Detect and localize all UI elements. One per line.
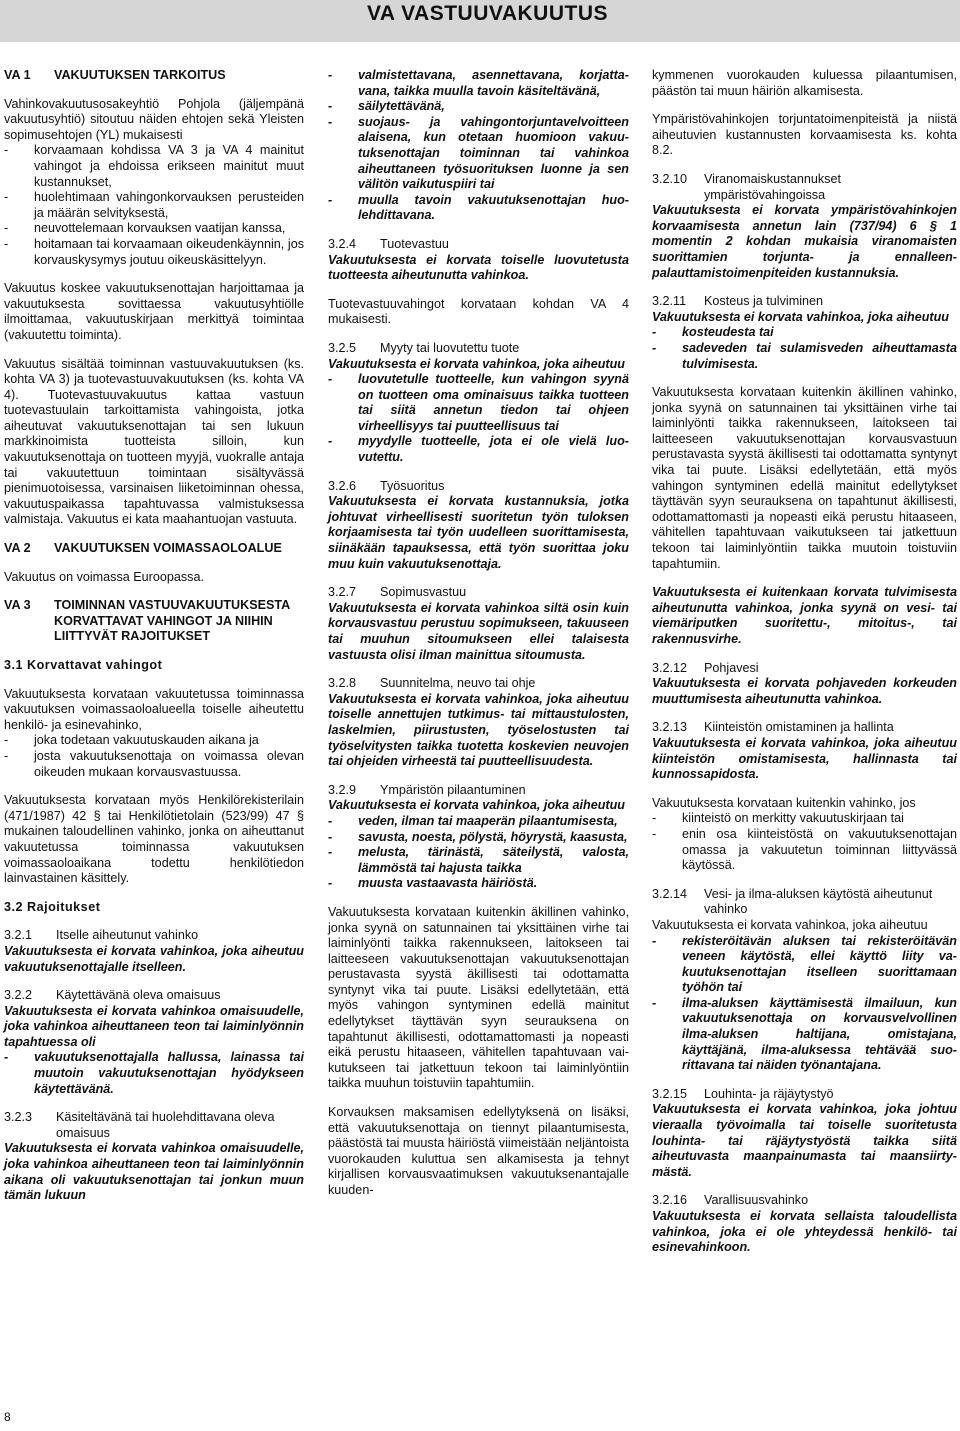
- clause-heading: 3.2.11 Kosteus ja tulviminen: [652, 294, 824, 309]
- paragraph-bold: Vakuutuksesta ei kuitenkaan korvata tulvimisesta aiheutunutta vahinkoa, jonka syynä on vesi- tai viemäriputken suoritettu-, mitoitus-, tai rakennusvirhe.: [652, 585, 957, 646]
- list-item: - vakuutuksenottajalla hallussa, lainassa tai muutoin vakuutuksenottajan hyödykseen käytettävänä.: [4, 1050, 304, 1096]
- paragraph: Vakuutus koskee vakuutuksenottajan harjoittamaa ja vakuutuksesta sovittaessa vakuutusyhtiölle ilmoittamaa, vakuutuskirjaan merkittyä toimintaa (vakuutettu toiminta).: [4, 281, 304, 342]
- list-item: - valmistettavana, asennettavana, korjattavana, taikka muulla tavoin käsiteltävänä,: [328, 68, 629, 98]
- clause-heading: 3.2.12 Pohjavesi: [652, 660, 759, 675]
- clause-heading: 3.2.2 Käytettävänä oleva omaisuus: [4, 988, 221, 1003]
- dash-list: [652, 934, 957, 1074]
- subsection-heading: 3.1 Korvattavat vahingot: [4, 658, 163, 672]
- clause-heading: 3.2.14 Vesi- ja ilma-aluksen käytöstä aiheutunut vahinko: [652, 886, 933, 917]
- column-3: [652, 68, 957, 1269]
- paragraph-bold: Vakuutuksesta ei korvata vahinkoa siltä osin kuin korvausvastuu perustuu sopimukseen, takuuseen tai muuhun sitoumukseen ellei talaisesta vastuusta olisi ilman mainittua sitoumusta.: [328, 600, 629, 662]
- clause-heading: 3.2.10 Viranomaiskustannukset ympäristövahingoissa: [652, 171, 841, 202]
- list-item: - neuvottelemaan korvauksen vaatijan kanssa,: [4, 221, 286, 236]
- section-heading-va3: [4, 598, 304, 645]
- clause-heading: 3.2.13 Kiinteistön omistaminen ja hallinta: [652, 720, 894, 735]
- list-item: - rekisteröitävän aluksen tai rekisteröitävän veneen käytöstä, ellei käyttö liity vakuutuksenottajan itselleen suorittamaan työhön tai: [652, 933, 957, 995]
- section-number: VA 3: [4, 598, 31, 613]
- paragraph: Vakuutuksesta korvataan myös Henkilörekisterilain (471/1987) 42 § tai Henkilötietolain (523/99) 47 § mukainen taloudellinen vahinko, jonka on aiheuttanut vakuutetussa toiminnassa vakuutuksen voimassaoloaikana todettu henkilötiedon lainvastainen käsittely.: [4, 793, 304, 886]
- paragraph: Korvauksen maksamisen edellytyksenä on lisäksi, että vakuutuksenottaja on tiennyt pilaantumisesta, päästöstä tai muusta häiriöstä viimeistään neljäntoista vuorokauden kuluttua sen alkamisesta ja tehnyt kirjallisen korvausvaatimuksen vakuutuksenantajalle kuuden-: [328, 1105, 630, 1197]
- dash-list: [4, 1050, 304, 1097]
- list-item: - säilytettävänä,: [328, 99, 445, 114]
- list-item: - kosteudesta tai: [652, 325, 774, 340]
- list-item: - muusta vastaavasta häiriöstä.: [328, 876, 538, 891]
- list-item: - melusta, tärinästä, säteilystä, valosta, lämmöstä tai hajusta taikka: [328, 845, 629, 875]
- dash-list: [328, 814, 629, 892]
- clause-heading: 3.2.4 Tuotevastuu: [328, 236, 449, 251]
- section-number: VA 1: [4, 68, 31, 82]
- list-item: - myydylle tuotteelle, jota ei ole vielä luovutettu.: [328, 434, 629, 465]
- clause-heading: 3.2.5 Myyty tai luovutettu tuote: [328, 340, 520, 355]
- paragraph-bold: Vakuutuksesta ei korvata vahinkoa, joka aiheutuu: [328, 798, 625, 813]
- clause-heading: 3.2.16 Varallisuusvahinko: [652, 1193, 809, 1208]
- paragraph: Vakuutus sisältää toiminnan vastuuvakuutuksen (ks. kohta VA 3) ja tuotevastuuvakuutuksen (ks. kohta VA 4). Tuotevastuuvakuutus kattaa vastuun tuotevastuulain tarkoittamista vahingoista, jotka aiheutuvat vakuutuksenottajan tai sen lukuun markkinoimista tuotteista silloin, kun vakuutuksenottaja on tuotteen myyjä, vuokralle antaja tai vakuutettuun toimintaan sisältyvässä pienimuotoisessa, varsinaisen liiketoiminnan ohessa, vakuutuspaikassa tapahtuvassa valmistuksessa valmistaja. Vakuutus ei kata maahantuojan vastuuta.: [4, 356, 304, 527]
- section-title: TOIMINNAN VASTUUVAKUUTUKSESTA KORVATTAVAT VAHINGOT JA NIIHIN LIITTYVÄT RAJOITUKSET: [54, 598, 290, 644]
- section-heading-va2: [4, 541, 304, 557]
- list-item: - kiinteistö on merkitty vakuutuskirjaan tai: [652, 811, 904, 826]
- section-title: VAKUUTUKSEN VOIMASSAOLOALUE: [54, 541, 282, 556]
- paragraph: Tuotevastuuvahingot korvataan kohdan VA 4 mukaisesti.: [328, 296, 629, 327]
- dash-list: [652, 811, 957, 873]
- clause-heading: 3.2.9 Ympäristön pilaantuminen: [328, 782, 526, 797]
- column-2: [328, 68, 629, 1212]
- list-item: - veden, ilman tai maaperän pilaantumisesta,: [328, 813, 618, 828]
- paragraph-bold: Vakuutuksesta ei korvata vahinkoa omaisuudelle, joka vahinkoa aiheuttaneen teon tai laiminlyönnin tapahtuessa oli: [4, 1003, 304, 1049]
- header-bar: [0, 0, 960, 42]
- dash-list: [4, 733, 304, 780]
- paragraph-bold: Vakuutuksesta ei korvata vahinkoa, joka johtuu vieraalla työvoimalla tai toiselle suoritetusta louhinta- tai räjäytystyöstä taikka siitä aiheutuvasta maanpainumasta tai maansiirtymästä.: [652, 1102, 957, 1179]
- section-number: VA 2: [4, 541, 31, 556]
- clause-heading: 3.2.6 Työsuoritus: [328, 478, 445, 493]
- section-heading-va1: [4, 68, 304, 84]
- paragraph-bold: Vakuutuksesta ei korvata vahinkoa omaisuudelle, joka vahinkoa aiheuttaneen teon tai laiminlyönnin aikana oli vakuutuksenottajan tai jonkun muun tämän lukuun: [4, 1141, 304, 1203]
- paragraph: Vahinkovakuutusosakeyhtiö Pohjola (jäljempänä vakuutusyhtiö) sitoutuu näiden ehtojen sekä Yleisten sopimusehtojen (YL) mukaisesti: [4, 96, 304, 142]
- paragraph-bold: Vakuutuksesta ei korvata vahinkoa, joka aiheutuu toiselle annettujen tutkimus- tai mittaustulosten, laskelmien, piirustusten, työselostusten tai työselvitysten taikka tuotetta koskevien neuvojen tai ohjeiden virheestä tai puutteellisuudesta.: [328, 691, 629, 769]
- paragraph-bold: Vakuutuksesta ei korvata vahinkoa, joka aiheutuu vakuutuksenottajalle itselleen.: [4, 943, 304, 974]
- section-title: VAKUUTUKSEN TARKOITUS: [54, 68, 226, 82]
- dash-list: [652, 325, 957, 372]
- list-item: - josta vakuutuksenottaja on voimassa olevan oikeuden mukaan korvausvastuussa.: [4, 748, 304, 779]
- paragraph: kymmenen vuorokauden kuluessa pilaantumisen, päästön tai muun häiriön alkamisesta.: [652, 68, 957, 98]
- paragraph: Vakuutuksesta korvataan kuitenkin äkillinen vahinko, jonka syynä on satunnainen tai yksittäinen virhe tai laiminlyönti taikka rakennukseen, laitokseen tai laitteeseen vakuutuksenottajan vakuutuksenottajan perustavasta syystä äkillisesti tai odottamatta syntynyt vika tai puute. Lisäksi edellytetään, että myös vahingon syntyminen edellä mainitut edellytykset täyttävän syyn seurauksena on tapahtunut äkillisesti, odottamattomasti ja nopeasti eikä perustu hitaaseen, vähitellen tapahtuvaan vaikutukseen tai jatkettuun tekoon tai laiminlyöntiin taikka muuhun toistuviin tapahtumiin.: [328, 904, 629, 1091]
- subsection-heading: 3.2 Rajoitukset: [4, 899, 101, 914]
- clause-heading: 3.2.7 Sopimusvastuu: [328, 585, 467, 600]
- paragraph: Vakuutuksesta korvataan vakuutetussa toiminnassa vakuutuksen voimassaoloalueella toiselle aiheutettu henkilö- ja esinevahinko,: [4, 686, 304, 732]
- page-title: VA VASTUUVAKUUTUS: [366, 2, 608, 25]
- list-item: - korvaamaan kohdissa VA 3 ja VA 4 mainitut vahingot ja ehdoissa erikseen mainitut muut kustannukset,: [4, 143, 304, 189]
- clause-heading: 3.2.3 Käsiteltävänä tai huolehdittavana oleva omaisuus: [4, 1110, 275, 1140]
- dash-list: [328, 68, 629, 224]
- column-1: [4, 68, 304, 1204]
- list-item: - hoitamaan tai korvaamaan oikeudenkäynnin, jos korvauskysymys joutuu oikeuskäsittelyyn.: [4, 236, 304, 267]
- clause-heading: 3.2.8 Suunnitelma, neuvo tai ohje: [328, 676, 536, 691]
- list-item: - savusta, noesta, pölystä, höyrystä, kaasusta,: [328, 829, 628, 844]
- list-item: - huolehtimaan vahingonkorvauksen perusteiden ja määrän selvityksestä,: [4, 190, 304, 220]
- paragraph-bold: Vakuutuksesta ei korvata vahinkoa, joka aiheutuu: [328, 356, 625, 371]
- list-item: - luovutetulle tuotteelle, kun vahingon syynä on tuotteen oma ominaisuus taikka tuotteen tai siitä annetun tiedon tai ohjeen virheellisyys tai puutteellisuus tai: [328, 372, 629, 433]
- clause-heading: 3.2.15 Louhinta- ja räjäytystyö: [652, 1086, 834, 1101]
- paragraph: Vakuutuksesta ei korvata vahinkoa, joka aiheutuu: [652, 917, 928, 932]
- paragraph-bold: Vakuutuksesta ei korvata ympäristövahinkojen korvaamisesta annetun lain (737/94) 6 § 1 momentin 2 kohdan mukaisia viranomaisten suorittamien torjunta- ja ennalleenpalauttamistoimenpiteiden kustannuksia.: [652, 203, 957, 280]
- paragraph: Vakuutuksesta korvataan kuitenkin äkillinen vahinko, jonka syynä on satunnainen tai yksittäinen virhe tai laiminlyönti taikka rakennukseen, laitokseen tai laitteeseen vakuutuksenottajan korvausvastuun perustavasta syystä äkillisesti tai odottamatta syntynyt vika tai puute. Lisäksi edellytetään, että myös vahingon syntyminen edellä mainitut edellytykset täyttävän syyn seurauksena on tapahtunut äkillisesti, odottamattomasti ja nopeasti eikä perustu hitaaseen, vähitellen tapahtuvaan vaikutukseen tai jatkettuun tekoon tai laiminlyöntiin taikka muutoin toistuviin tapahtumiin.: [652, 385, 957, 571]
- list-item: - muulla tavoin vakuutuksenottajan huolehdittavana.: [328, 192, 629, 223]
- paragraph-bold: Vakuutuksesta ei korvata toiselle luovutetusta tuotteesta aiheutunutta vahinkoa.: [328, 252, 629, 283]
- paragraph-bold: Vakuutuksesta ei korvata kustannuksia, jotka johtuvat virheellisesti suoritetun työn tuloksen korjaamisesta tai työn uudelleen suorittamisesta, siinäkään tapauksessa, että työn suorittaa joku muu kuin vakuutuksenottaja.: [328, 494, 629, 571]
- paragraph-bold: Vakuutuksesta ei korvata vahinkoa, joka aiheutuu kiinteistön omistamisesta, hallinnasta tai kunnossapidosta.: [652, 735, 957, 782]
- dash-list: [4, 143, 304, 268]
- clause-heading: 3.2.1 Itselle aiheutunut vahinko: [4, 928, 199, 943]
- list-item: - sadeveden tai sulamisveden aiheuttamasta tulvimisesta.: [652, 340, 957, 371]
- list-item: - ilma-aluksen käyttämisestä ilmailuun, kun vakuutuksenottaja on korvausvelvollinen ilma-aluksen haltijana, omistajana, käyttäjänä, ilma-aluksessa tehtävää suorittavana tai näiden työnantajana.: [652, 995, 957, 1073]
- paragraph: Vakuutus on voimassa Euroopassa.: [4, 569, 204, 584]
- list-item: - joka todetaan vakuutuskauden aikana ja: [4, 733, 259, 748]
- paragraph-bold: Vakuutuksesta ei korvata sellaista taloudellista vahinkoa, joka ei ole yhteydessä henkilö- tai esinevahinkoon.: [652, 1209, 957, 1255]
- paragraph-bold: Vakuutuksesta ei korvata pohjaveden korkeuden muuttumisesta aiheutunutta vahinkoa.: [652, 676, 957, 706]
- list-item: - suojaus- ja vahingontorjuntavelvoitteen alaisena, kun otetaan huomioon vakuutuksenottajan toiminnan tai vahinkoa aiheuttaneen työsuorituksen luonne ja sen välitön vaikutuspiiri tai: [328, 114, 629, 192]
- paragraph: Vakuutuksesta korvataan kuitenkin vahinko, jos: [652, 795, 916, 810]
- paragraph-bold: Vakuutuksesta ei korvata vahinkoa, joka aiheutuu: [652, 309, 949, 324]
- paragraph: Ympäristövahinkojen torjuntatoimenpiteistä ja niistä aiheutuvien kustannusten korvaamisesta ks. kohta 8.2.: [652, 112, 957, 158]
- page-number: 8: [4, 1410, 11, 1424]
- list-item: - enin osa kiinteistöstä on vakuutuksenottajan omassa ja vakuutetun toiminnan liittyvässä käytössä.: [652, 826, 957, 873]
- dash-list: [328, 372, 629, 466]
